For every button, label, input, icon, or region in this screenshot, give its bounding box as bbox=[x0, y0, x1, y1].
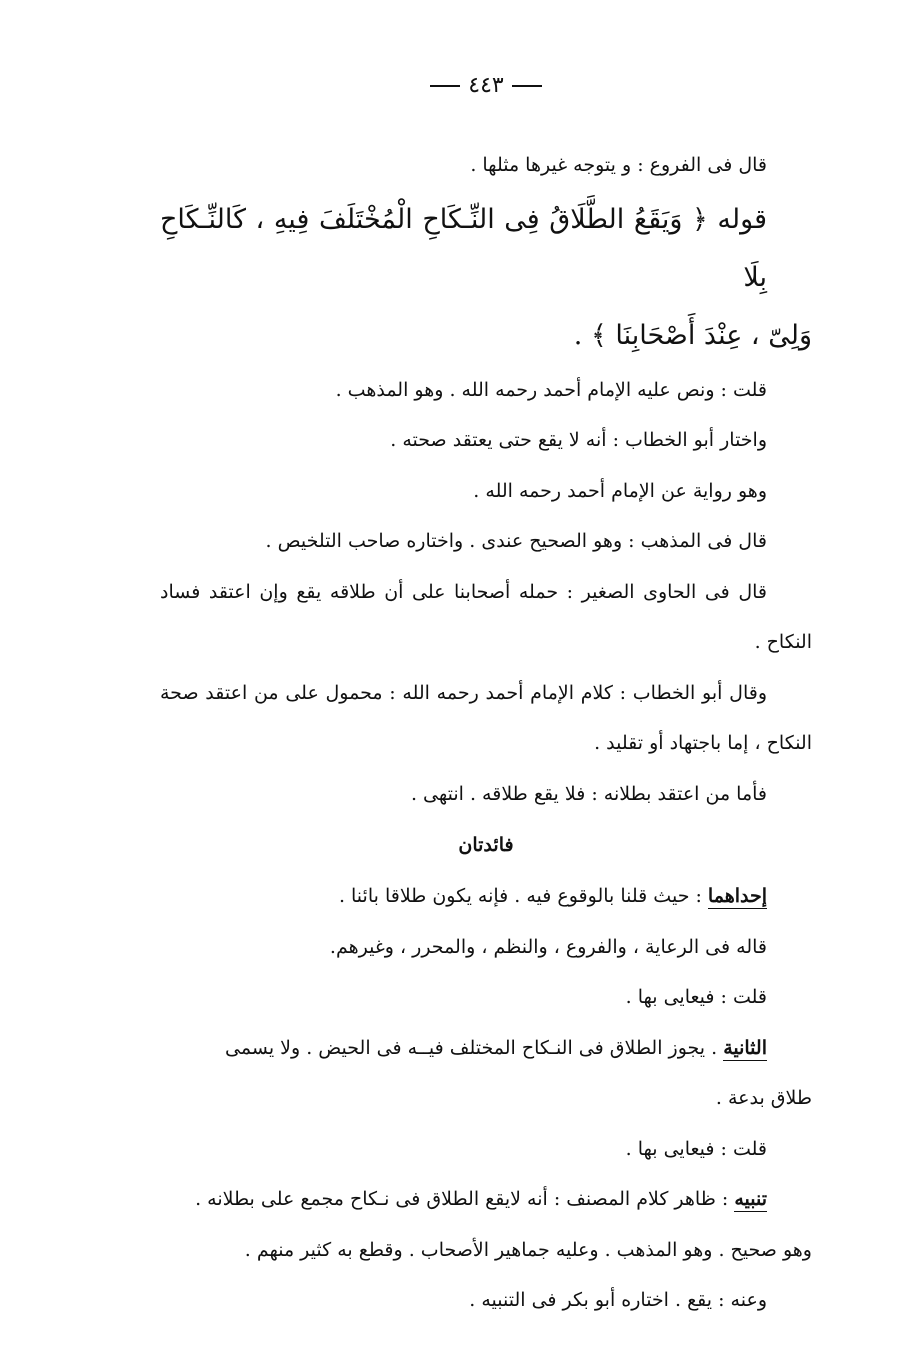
text-line: فأما من اعتقد بطلانه : فلا يقع طلاقه . انتهى . bbox=[410, 782, 767, 805]
text-line: قلت : فيعايى بها . bbox=[625, 1137, 767, 1160]
dash-right bbox=[430, 85, 460, 87]
text-line: قاله فى الرعاية ، والفروع ، والنظم ، والمحرر ، وغيرهم. bbox=[329, 935, 767, 958]
text-line: واختار أبو الخطاب : أنه لا يقع حتى يعتقد صحته . bbox=[390, 429, 767, 451]
text-line: وقال أبو الخطاب : كلام الإمام أحمد رحمه الله : محمول على من اعتقد صحة bbox=[160, 681, 767, 704]
text-line: وهو صحيح . وهو المذهب . وعليه جماهير الأصحاب . وقطع به كثير منهم . bbox=[244, 1238, 812, 1261]
text-line: قال فى الحاوى الصغير : حمله أصحابنا على أن طلاقه يقع وإن اعتقد فساد bbox=[160, 580, 767, 603]
text-line: النكاح ، إما باجتهاد أو تقليد . bbox=[594, 732, 812, 754]
quoted-matn-line: قوله ﴿ وَيَقَعُ الطَّلَاقُ فِى النِّـكَاحِ الْمُخْتَلَفَ فِيهِ ، كَالنِّـكَاحِ بِلَا bbox=[160, 203, 767, 293]
text-line: تنبيه : ظاهر كلام المصنف : أنه لايقع الطلاق فى نـكاح مجمع على بطلانه . bbox=[195, 1188, 767, 1210]
text-line: وهو رواية عن الإمام أحمد رحمه الله . bbox=[473, 479, 767, 502]
text-line: قلت : ونص عليه الإمام أحمد رحمه الله . وهو المذهب . bbox=[335, 378, 767, 401]
text-line: قال فى المذهب : وهو الصحيح عندى . واختاره صاحب التلخيص . bbox=[265, 530, 767, 552]
lead-word: تنبيه bbox=[734, 1188, 767, 1210]
lead-word: إحداهما bbox=[707, 885, 767, 907]
text-line: إحداهما : حيث قلنا بالوقوع فيه . فإنه يكون طلاقا بائنا . bbox=[338, 885, 767, 907]
text-line: وعنه : يقع . اختاره أبو بكر فى التنبيه . bbox=[469, 1289, 767, 1311]
text-line: قلت : فيعايى بها . bbox=[625, 986, 767, 1008]
lead-word: الثانية bbox=[723, 1036, 767, 1059]
text-line: قال فى الفروع : و يتوجه غيرها مثلها . bbox=[470, 154, 767, 176]
text-line: الثانية . يجوز الطلاق فى النـكاح المختلف فيــه فى الحيض . ولا يسمى bbox=[225, 1036, 767, 1059]
quoted-matn-line: وَلِىّ ، عِنْدَ أَصْحَابِنَا ﴾ . bbox=[573, 319, 812, 351]
text-line: النكاح . bbox=[754, 631, 812, 653]
page-number: ٤٤٣ bbox=[160, 70, 812, 102]
section-heading: فائدتان bbox=[458, 834, 514, 856]
dash-left bbox=[512, 85, 542, 87]
text-line: طلاق بدعة . bbox=[715, 1087, 812, 1109]
